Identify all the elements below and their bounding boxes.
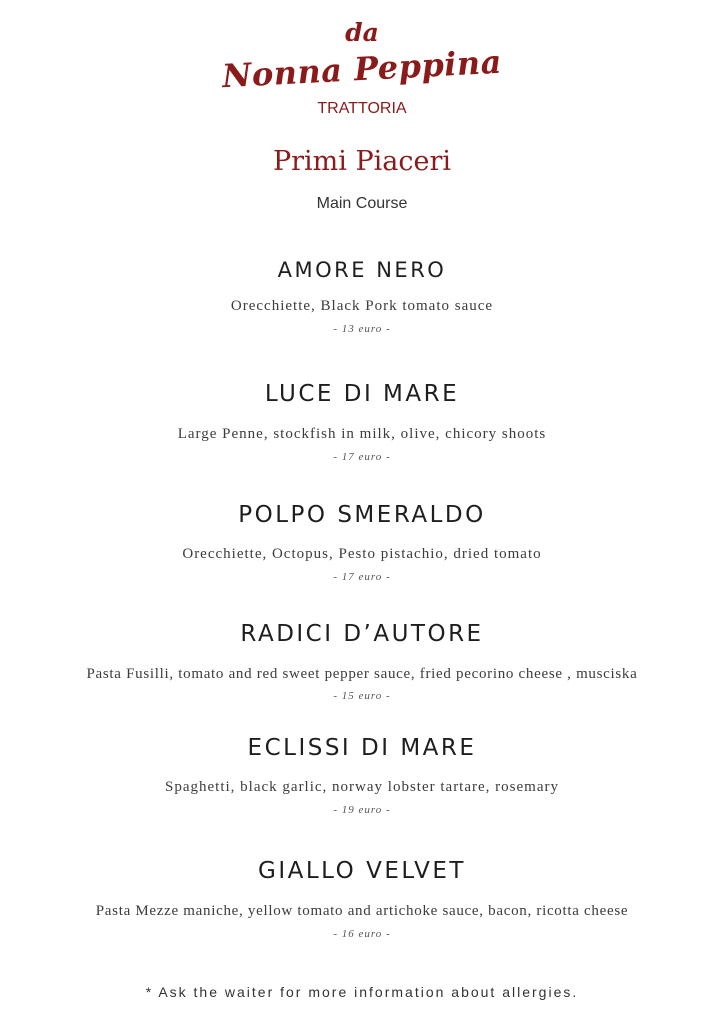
dish-price: - 16 euro - bbox=[333, 928, 391, 940]
dish-description: Pasta Fusilli, tomato and red sweet pepper sauce, fried pecorino cheese , musciska bbox=[86, 666, 638, 682]
dish-price: - 19 euro - bbox=[333, 804, 391, 816]
dish-price: - 17 euro - bbox=[333, 451, 391, 463]
dish-description: Orecchiette, Black Pork tomato sauce bbox=[230, 298, 494, 314]
dish-name: POLPO SMERALDO bbox=[238, 502, 486, 528]
logo-prefix: da bbox=[345, 18, 379, 47]
section-subtitle: Main Course bbox=[316, 195, 408, 212]
dish-name: AMORE NERO bbox=[277, 258, 447, 282]
dish-description: Large Penne, stockfish in milk, olive, chicory shoots bbox=[177, 426, 547, 442]
dish-description: Spaghetti, black garlic, norway lobster tartare, rosemary bbox=[165, 779, 559, 795]
dish-description: Pasta Mezze maniche, yellow tomato and artichoke sauce, bacon, ricotta cheese bbox=[95, 903, 629, 919]
dish-name: LUCE DI MARE bbox=[264, 381, 460, 407]
dish-price: - 17 euro - bbox=[333, 571, 391, 583]
allergy-note: * Ask the waiter for more information about allergies. bbox=[145, 984, 579, 1000]
dish-name: GIALLO VELVET bbox=[258, 858, 466, 884]
dish-price: - 15 euro - bbox=[333, 690, 391, 702]
logo-subtitle: TRATTORIA bbox=[317, 100, 407, 117]
dish-price: - 13 euro - bbox=[333, 323, 391, 335]
logo-name: Nonna Peppina bbox=[221, 42, 503, 96]
section-title: Primi Piaceri bbox=[272, 146, 452, 177]
dish-name: RADICI D’AUTORE bbox=[240, 621, 484, 647]
dish-description: Orecchiette, Octopus, Pesto pistachio, dried tomato bbox=[182, 546, 542, 562]
dish-name: ECLISSI DI MARE bbox=[247, 735, 477, 761]
